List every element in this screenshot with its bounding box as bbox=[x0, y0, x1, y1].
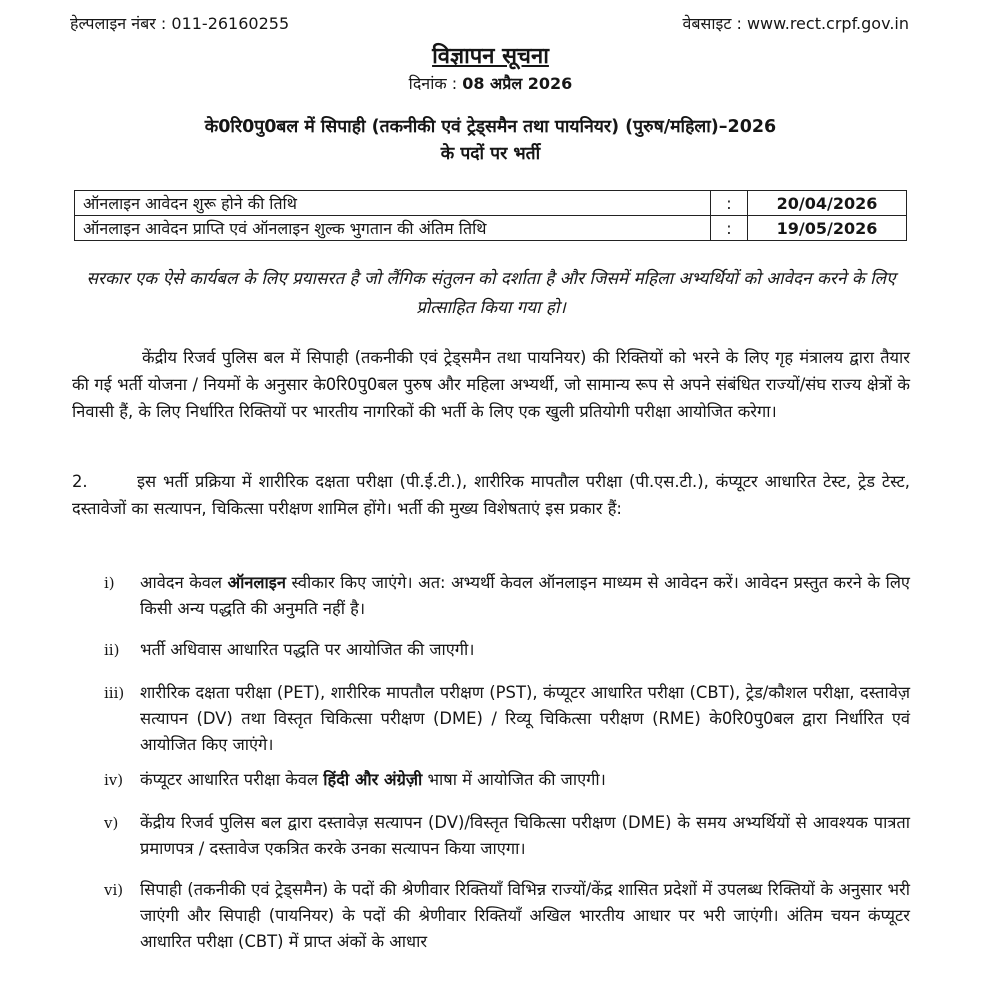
list-marker: iii) bbox=[104, 684, 125, 702]
date-value-cell: 19/05/2026 bbox=[748, 216, 907, 241]
headline-line-2: के पदों पर भर्ती bbox=[440, 144, 541, 164]
list-marker: ii) bbox=[104, 641, 120, 659]
list-item bbox=[104, 680, 910, 758]
list-marker: iv) bbox=[104, 771, 124, 789]
separator-cell: : bbox=[711, 191, 748, 216]
emphasis-text: हिंदी और अंग्रेज़ी bbox=[323, 770, 423, 789]
date-label-cell: ऑनलाइन आवेदन शुरू होने की तिथि bbox=[75, 191, 711, 216]
text-part: आवेदन केवल bbox=[140, 573, 228, 592]
helpline-number: हेल्पलाइन नंबर : 011-26160255 bbox=[70, 14, 290, 33]
list-item-text: सिपाही (तकनीकी एवं ट्रेड्समैन) के पदों की श्रेणीवार रिक्तियाँ विभिन्न राज्यों/केंद्र शासित प्रदेशों में उपलब्ध रिक्तियों के अनुसार भरी जाएंगी और सिपाही (पायनियर) के पदों की श्रेणीवार रिक्तियाँ अखिल भारतीय आधार पर भरी जाएंगी। अंतिम चयन कंप्यूटर आधारित परीक्षा (CBT) में प्राप्त अंकों के आधार bbox=[140, 880, 910, 951]
text-part: कंप्यूटर आधारित परीक्षा केवल bbox=[140, 770, 324, 789]
notice-date bbox=[0, 72, 981, 94]
emphasis-text: ऑनलाइन bbox=[227, 573, 286, 592]
list-item bbox=[104, 810, 910, 862]
date-label-cell: ऑनलाइन आवेदन प्राप्ति एवं ऑनलाइन शुल्क भुगतान की अंतिम तिथि bbox=[75, 216, 711, 241]
list-item bbox=[104, 767, 910, 793]
separator-cell: : bbox=[711, 216, 748, 241]
text-part: स्वीकार किए जाएंगे। अत: अभ्यर्थी केवल ऑनलाइन माध्यम से आवेदन करें। आवेदन प्रस्तुत करने के लिए किसी अन्य पद्धति की अनुमति नहीं है। bbox=[140, 573, 910, 618]
list-item bbox=[104, 570, 910, 622]
paragraph-1: केंद्रीय रिजर्व पुलिस बल में सिपाही (तकनीकी एवं ट्रेड्समैन तथा पायनियर) की रिक्तियों को भरने के लिए गृह मंत्रालय द्वारा तैयार की गई भर्ती योजना / नियमों के अनुसार के0रि0पु0बल पुरुष और महिला अभ्यर्थी, जो सामान्य रूप से अपने संबंधित राज्यों/संघ राज्य क्षेत्रों के निवासी हैं, के लिए निर्धारित रिक्तियों पर भारतीय नागरिकों की भर्ती के लिए एक खुली प्रतियोगी परीक्षा आयोजित करेगा। bbox=[72, 348, 910, 421]
notice-title-text: विज्ञापन सूचना bbox=[432, 44, 549, 69]
table-row bbox=[75, 216, 907, 241]
date-label: दिनांक : bbox=[408, 74, 463, 93]
notice-title bbox=[0, 40, 981, 70]
table-row bbox=[75, 191, 907, 216]
headline-line-1: के0रि0पु0बल में सिपाही (तकनीकी एवं ट्रेड्समैन तथा पायनियर) (पुरुष/महिला)–2026 bbox=[204, 117, 777, 137]
paragraph-2 bbox=[72, 468, 910, 522]
list-item bbox=[104, 877, 910, 955]
list-item-text: केंद्रीय रिजर्व पुलिस बल द्वारा दस्तावेज़ सत्यापन (DV)/विस्तृत चिकित्सा परीक्षण (DME) के समय अभ्यर्थियों से आवश्यक पात्रता प्रमाणपत्र / दस्तावेज एकत्रित करके उनका सत्यापन किया जाएगा। bbox=[140, 813, 910, 858]
list-item-text: भर्ती अधिवास आधारित पद्धति पर आयोजित की जाएगी। bbox=[140, 640, 475, 659]
list-item bbox=[104, 637, 910, 663]
date-value-cell: 20/04/2026 bbox=[748, 191, 907, 216]
list-marker: v) bbox=[104, 814, 119, 832]
paragraph-number: 2. bbox=[72, 472, 88, 491]
important-dates-table bbox=[74, 190, 907, 241]
website-url: वेबसाइट : www.rect.crpf.gov.in bbox=[682, 14, 909, 33]
recruitment-headline bbox=[0, 114, 981, 168]
gender-balance-note: सरकार एक ऐसे कार्यबल के लिए प्रयासरत है जो लैंगिक संतुलन को दर्शाता है और जिसमें महिला अभ्यर्थियों को आवेदन करने के लिए प्रोत्साहित किया गया हो। bbox=[86, 269, 896, 318]
list-marker: i) bbox=[104, 574, 115, 592]
header-row bbox=[70, 12, 909, 36]
list-item-text bbox=[140, 767, 910, 793]
text-part: भाषा में आयोजित की जाएगी। bbox=[422, 770, 606, 789]
paragraph-2-text: इस भर्ती प्रक्रिया में शारीरिक दक्षता परीक्षा (पी.ई.टी.), शारीरिक मापतौल परीक्षा (पी.एस.टी.), कंप्यूटर आधारित टेस्ट, ट्रेड टेस्ट, दस्तावेजों का सत्यापन, चिकित्सा परीक्षण शामिल होंगे। भर्ती की मुख्य विशेषताएं इस प्रकार हैं: bbox=[72, 472, 910, 518]
list-item-text bbox=[140, 570, 910, 622]
list-marker: vi) bbox=[104, 881, 124, 899]
list-item-text: शारीरिक दक्षता परीक्षा (PET), शारीरिक मापतौल परीक्षण (PST), कंप्यूटर आधारित परीक्षा (CBT), ट्रेड/कौशल परीक्षा, दस्तावेज़ सत्यापन (DV) तथा विस्तृत चिकित्सा परीक्षण (DME) / रिव्यू चिकित्सा परीक्षण (RME) के0रि0पु0बल द्वारा निर्धारित एवं आयोजित किए जाएंगे। bbox=[140, 683, 910, 754]
date-value: 08 अप्रैल 2026 bbox=[462, 74, 573, 93]
